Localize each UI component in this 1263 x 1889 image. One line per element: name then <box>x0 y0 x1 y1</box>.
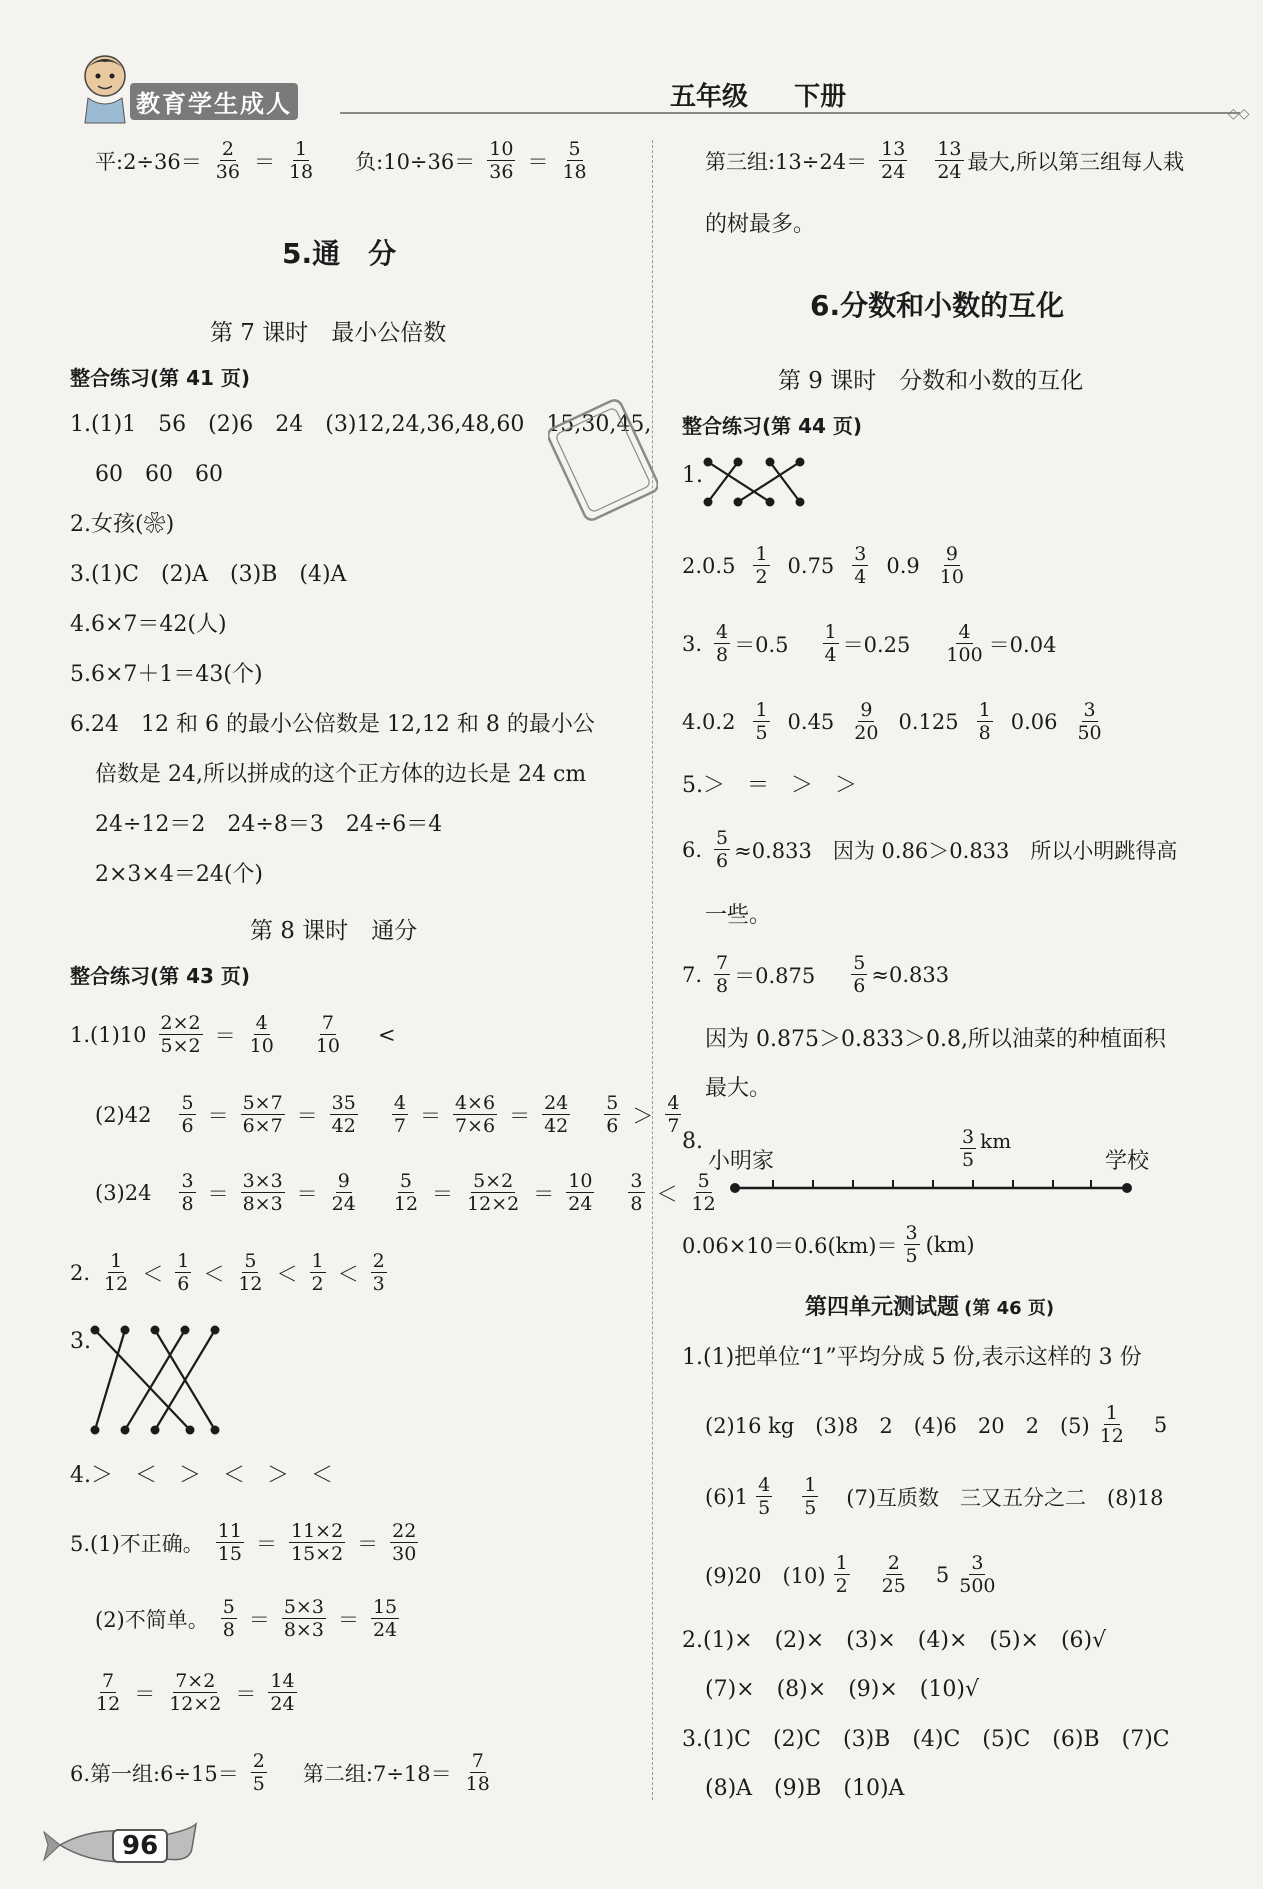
answer-line: 7. $\frac{7}{8}$ ＝0.875 $\frac{5}{6}$ ≈0.833 <box>682 952 950 997</box>
page-number: 96 <box>122 1831 159 1861</box>
lesson-title: 第 8 课时 通分 <box>250 918 418 944</box>
unit-test-title: 第四单元测试题 <box>805 1295 960 1320</box>
fraction: $\frac{2\times 2}{5\times 2}$ <box>160 1012 201 1057</box>
practice-heading: 整合练习(第 44 页) <box>682 414 863 438</box>
number-line-left-label: 小明家 <box>708 1149 775 1174</box>
lesson-title: 第 7 课时 最小公倍数 <box>210 320 447 346</box>
matching-diagram <box>85 1320 235 1440</box>
answer-line: 2.0.5 $\frac{1}{2}$ 0.75 $\frac{3}{4}$ 0.9 $\frac{9}{10}$ <box>682 543 964 588</box>
answer-line: 6. $\frac{5}{6}$ ≈0.833 因为 0.86＞0.833 所以小明跳得高 <box>682 827 1178 872</box>
answer-line: 因为 0.875＞0.833＞0.8,所以油菜的种植面积 <box>705 1027 1166 1052</box>
answer-line: 8. <box>682 1129 703 1154</box>
unit-test-heading <box>805 1290 1054 1321</box>
answer-line: (2)不简单。 $\frac{5}{8}$ ＝ $\frac{5\times 3}{8\times 3}$ ＝ $\frac{15}{24}$ <box>95 1596 398 1641</box>
answer-line: 60 60 60 <box>95 462 223 487</box>
answer-line: 1.(1)10 $\frac{2\times 2}{5\times 2}$ ＝ $\frac{4}{10}$ $\frac{7}{10}$ < <box>70 1012 396 1057</box>
answer-line: 5.(1)不正确。 $\frac{11}{15}$ ＝ $\frac{11\times 2}{15\times 2}$ ＝ $\frac{22}{30}$ <box>70 1520 417 1565</box>
answer-line: 一些。 <box>705 903 772 928</box>
fraction: $\frac{10}{36}$ <box>489 138 514 183</box>
answer-line: 4.＞ ＜ ＞ ＜ ＞ ＜ <box>70 1463 333 1488</box>
number-line-right-label: 学校 <box>1105 1149 1150 1174</box>
answer-line: 6.第一组:6÷15＝ $\frac{2}{5}$ 第二组:7÷18＝ $\frac{7}{18}$ <box>70 1750 490 1795</box>
answer-line: 1. <box>682 463 703 488</box>
answer-line: 5.6×7＋1＝43(个) <box>70 662 263 687</box>
answer-line: 第三组:13÷24＝ $\frac{13}{24}$ $\frac{13}{24}$ 最大,所以第三组每人栽 <box>705 138 1185 183</box>
answer-line: 3.(1)C (2)C (3)B (4)C (5)C (6)B (7)C <box>682 1727 1170 1752</box>
fraction: $\frac{5}{18}$ <box>562 138 587 183</box>
practice-heading: 整合练习(第 43 页) <box>70 964 251 988</box>
header <box>0 40 1263 130</box>
answer-line: 最大。 <box>705 1076 772 1101</box>
answer-line: 5.＞ ＝ ＞ ＞ <box>682 773 857 798</box>
answer-line: 2.女孩(❀) <box>70 512 175 537</box>
column-divider <box>652 140 653 1800</box>
answer-line: 2.(1)× (2)× (3)× (4)× (5)× (6)√ <box>682 1628 1107 1653</box>
answer-line: 3. <box>70 1329 91 1354</box>
answer-line: (3)24 $\frac{3}{8}$ ＝ $\frac{3\times 3}{8\times 3}$ ＝ $\frac{9}{24}$ $\frac{5}{12}$ ＝ $\frac{5\times 2}{12\times 2}$ ＝ $\frac{10}{24}$ $\frac{3}{8}$ ＜ $\frac{5}{12}$ <box>95 1170 716 1215</box>
grade-label: 五年级 <box>670 82 749 112</box>
chapter-title: 6.分数和小数的互化 <box>810 289 1065 322</box>
answer-line: $\frac{7}{12}$ ＝ $\frac{7\times 2}{12\times 2}$ ＝ $\frac{14}{24}$ <box>96 1670 295 1715</box>
answer-line: 4.6×7＝42(人) <box>70 612 227 637</box>
left-top-line: 平:2÷36＝ $\frac{2}{36}$ ＝ $\frac{1}{18}$ 负:10÷36＝ $\frac{10}{36}$ ＝ $\frac{5}{18}$ <box>95 138 587 183</box>
answer-line: 倍数是 24,所以拼成的这个正方体的边长是 24 cm <box>95 762 587 787</box>
fraction: $\frac{7}{10}$ <box>315 1012 340 1057</box>
chapter-title: 5.通 分 <box>282 237 397 270</box>
answer-line: 2×3×4＝24(个) <box>95 862 264 887</box>
header-line-dots: ◇◇ <box>1228 106 1250 122</box>
answer-line: (8)A (9)B (10)A <box>705 1776 905 1801</box>
practice-heading: 整合练习(第 41 页) <box>70 366 251 390</box>
answer-line: (6)1 $\frac{4}{5}$ $\frac{1}{5}$ (7)互质数 三又五分之二 (8)18 <box>705 1474 1164 1519</box>
volume-label: 下册 <box>794 82 847 112</box>
answer-line: 1.(1)1 56 (2)6 24 (3)12,24,36,48,60 15,30,45, <box>70 412 652 437</box>
page-number-box <box>112 1829 168 1863</box>
answer-line: 1.(1)把单位“1”平均分成 5 份,表示这样的 3 份 <box>682 1345 1142 1370</box>
stamp-seal-icon <box>548 395 658 525</box>
fraction: $\frac{2}{36}$ <box>215 138 240 183</box>
answer-line: 6.24 12 和 6 的最小公倍数是 12,12 和 8 的最小公 <box>70 712 595 737</box>
lesson-title: 第 9 课时 分数和小数的互化 <box>778 368 1084 394</box>
number-line-distance: $\frac{3}{5}$ km <box>962 1126 1012 1171</box>
answer-line: (7)× (8)× (9)× (10)√ <box>705 1677 979 1702</box>
unit-test-page: (第 46 页) <box>964 1298 1055 1319</box>
answer-line: 2. $\frac{1}{12}$ ＜ $\frac{1}{6}$ ＜ $\frac{5}{12}$ ＜ $\frac{1}{2}$ ＜ $\frac{2}{3}$ <box>70 1250 385 1295</box>
answer-line: 的树最多。 <box>705 212 816 237</box>
fraction: $\frac{4}{10}$ <box>249 1012 274 1057</box>
header-brand: 教育学生成人 <box>136 90 292 118</box>
answer-line: 3. $\frac{4}{8}$ ＝0.5 $\frac{1}{4}$ ＝0.25 $\frac{4}{100}$ ＝0.04 <box>682 621 1057 666</box>
answer-line: 0.06×10＝0.6(km)＝ $\frac{3}{5}$ (km) <box>682 1222 975 1267</box>
answer-line: (2)42 $\frac{5}{6}$ ＝ $\frac{5\times 7}{6\times 7}$ ＝ $\frac{35}{42}$ $\frac{4}{7}$ ＝ $\frac{4\times 6}{7\times 6}$ ＝ $\frac{24}{42}$ $\frac{5}{6}$ ＞ $\frac{4}{7}$ <box>95 1092 680 1137</box>
answer-line: 24÷12＝2 24÷8＝3 24÷6＝4 <box>95 812 443 837</box>
header-brand-box <box>130 83 298 120</box>
answer-line: (9)20 (10) $\frac{1}{2}$ $\frac{2}{25}$ 5 $\frac{3}{500}$ <box>705 1552 996 1597</box>
header-grade <box>670 76 846 113</box>
fraction: $\frac{1}{18}$ <box>288 138 314 183</box>
matching-diagram <box>700 452 810 512</box>
answer-line: 3.(1)C (2)A (3)B (4)A <box>70 562 347 587</box>
answer-line: (2)16 kg (3)8 2 (4)6 20 2 (5) $\frac{1}{12}$ 5 <box>705 1402 1168 1447</box>
answer-line: 4.0.2 $\frac{1}{5}$ 0.45 $\frac{9}{20}$ 0.125 $\frac{1}{8}$ 0.06 $\frac{3}{50}$ <box>682 699 1102 744</box>
number-line <box>725 1176 1135 1200</box>
